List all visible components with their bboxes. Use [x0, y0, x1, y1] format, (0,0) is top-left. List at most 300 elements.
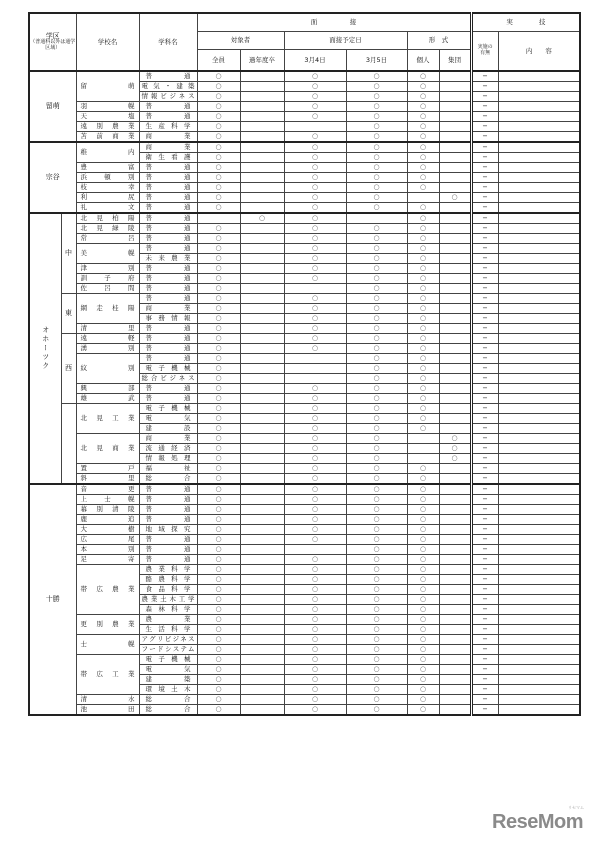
table-row	[29, 224, 580, 234]
target-past-mark	[240, 705, 284, 716]
practical-content-cell	[498, 464, 580, 474]
target-past-mark	[240, 454, 284, 464]
group-mark	[439, 244, 471, 254]
target-all-mark: ○	[197, 454, 240, 464]
school-name: 音更	[80, 485, 135, 494]
target-past-mark	[240, 112, 284, 122]
target-all-header: 全員	[197, 50, 240, 72]
individual-mark: ○	[407, 705, 439, 716]
group-mark	[439, 224, 471, 234]
group-mark	[439, 685, 471, 695]
table-row	[29, 705, 580, 716]
department-name: 総合ビジネス	[139, 374, 197, 384]
school-name: 稚内	[80, 148, 135, 157]
group-mark	[439, 615, 471, 625]
target-all-mark: ○	[197, 505, 240, 515]
individual-mark: ○	[407, 424, 439, 434]
department-name: 総合	[139, 695, 197, 705]
date2-header: 3月5日	[346, 50, 407, 72]
practical-held-mark: −	[471, 615, 498, 625]
school-name-cell	[76, 344, 139, 354]
date2-mark: ○	[346, 234, 407, 244]
group-mark	[439, 71, 471, 82]
school-name-cell	[76, 274, 139, 284]
table-row	[29, 334, 580, 344]
department-name: 普通	[139, 495, 197, 505]
school-name-cell	[76, 384, 139, 394]
individual-mark: ○	[407, 324, 439, 334]
department-name: フードシステム	[139, 645, 197, 655]
table-row	[29, 203, 580, 214]
table-row	[29, 615, 580, 625]
practical-content-cell	[498, 203, 580, 214]
practical-content-cell	[498, 595, 580, 605]
target-all-mark: ○	[197, 224, 240, 234]
target-past-mark	[240, 183, 284, 193]
school-name: 斜里	[80, 474, 135, 483]
school-name-cell	[76, 334, 139, 344]
school-name-cell	[76, 655, 139, 695]
target-all-mark: ○	[197, 82, 240, 92]
school-name-cell	[76, 474, 139, 485]
date1-mark: ○	[284, 635, 346, 645]
group-mark	[439, 705, 471, 716]
date1-mark: ○	[284, 394, 346, 404]
subdistrict-cell: 東	[61, 294, 76, 334]
subdistrict-cell: 中	[61, 213, 76, 294]
school-name-cell	[76, 464, 139, 474]
department-name: 普通	[139, 173, 197, 183]
department-name: 普通	[139, 535, 197, 545]
school-name-cell	[76, 203, 139, 214]
school-name: 本別	[80, 545, 135, 554]
department-name: 建設	[139, 424, 197, 434]
school-name: 北見工業	[80, 414, 135, 423]
school-name: 豊富	[80, 163, 135, 172]
school-name-cell	[76, 112, 139, 122]
practical-held-mark: −	[471, 384, 498, 394]
practical-held-header: 実施の有無	[471, 32, 498, 72]
group-mark: ○	[439, 434, 471, 444]
department-name: 環境土木	[139, 685, 197, 695]
target-past-mark	[240, 142, 284, 153]
table-row	[29, 284, 580, 294]
individual-mark: ○	[407, 545, 439, 555]
date2-mark: ○	[346, 153, 407, 163]
practical-content-cell	[498, 705, 580, 716]
date2-mark: ○	[346, 224, 407, 234]
target-past-mark	[240, 254, 284, 264]
date2-mark: ○	[346, 434, 407, 444]
school-name-cell	[76, 404, 139, 434]
individual-mark: ○	[407, 675, 439, 685]
school-name-cell	[76, 434, 139, 464]
target-all-mark: ○	[197, 424, 240, 434]
school-name-cell	[76, 324, 139, 334]
group-mark	[439, 112, 471, 122]
target-past-mark	[240, 324, 284, 334]
target-all-mark: ○	[197, 324, 240, 334]
department-name: 農業科学	[139, 565, 197, 575]
target-all-mark: ○	[197, 173, 240, 183]
target-past-mark	[240, 625, 284, 635]
date1-mark: ○	[284, 474, 346, 485]
department-name: 情報ビジネス	[139, 92, 197, 102]
department-name: 普通	[139, 183, 197, 193]
date2-mark: ○	[346, 555, 407, 565]
table-row	[29, 655, 580, 665]
practical-held-mark: −	[471, 505, 498, 515]
school-name: 北見商業	[80, 444, 135, 453]
group-mark	[439, 565, 471, 575]
target-all-mark: ○	[197, 685, 240, 695]
school-name-cell	[76, 224, 139, 234]
individual-mark: ○	[407, 374, 439, 384]
practical-content-cell	[498, 173, 580, 183]
date1-mark: ○	[284, 454, 346, 464]
practical-content-cell	[498, 294, 580, 304]
date1-mark: ○	[284, 655, 346, 665]
practical-held-mark: −	[471, 102, 498, 112]
target-past-header: 過年度卒	[240, 50, 284, 72]
table-row	[29, 505, 580, 515]
target-past-mark	[240, 555, 284, 565]
practical-header: 実 技	[471, 13, 580, 32]
target-all-mark: ○	[197, 635, 240, 645]
group-mark	[439, 142, 471, 153]
target-past-mark	[240, 334, 284, 344]
date1-mark: ○	[284, 525, 346, 535]
group-mark	[439, 173, 471, 183]
individual-mark: ○	[407, 173, 439, 183]
department-name: 情報処理	[139, 454, 197, 464]
date1-mark: ○	[284, 505, 346, 515]
practical-content-cell	[498, 675, 580, 685]
interview-schedule-table	[28, 12, 581, 716]
practical-content-cell	[498, 344, 580, 354]
target-all-mark: ○	[197, 645, 240, 655]
target-past-mark	[240, 635, 284, 645]
date2-mark: ○	[346, 294, 407, 304]
table-row	[29, 515, 580, 525]
date1-mark: ○	[284, 112, 346, 122]
individual-mark: ○	[407, 595, 439, 605]
practical-content-cell	[498, 324, 580, 334]
department-name: 福祉	[139, 464, 197, 474]
individual-mark: ○	[407, 535, 439, 545]
department-name: 商業	[139, 132, 197, 143]
group-mark: ○	[439, 444, 471, 454]
date2-mark: ○	[346, 264, 407, 274]
target-past-mark	[240, 193, 284, 203]
target-all-mark: ○	[197, 203, 240, 214]
individual-mark: ○	[407, 244, 439, 254]
practical-held-mark: −	[471, 213, 498, 224]
target-all-mark: ○	[197, 655, 240, 665]
practical-content-cell	[498, 685, 580, 695]
school-name: 清水	[80, 695, 135, 704]
target-past-mark	[240, 344, 284, 354]
department-name: 食品科学	[139, 585, 197, 595]
date2-mark: ○	[346, 102, 407, 112]
practical-content-cell	[498, 92, 580, 102]
target-past-mark	[240, 565, 284, 575]
target-all-mark: ○	[197, 364, 240, 374]
table-row	[29, 525, 580, 535]
district-cell: 十勝	[29, 484, 76, 715]
practical-held-mark: −	[471, 555, 498, 565]
date2-mark: ○	[346, 163, 407, 173]
practical-held-mark: −	[471, 132, 498, 143]
target-past-mark	[240, 102, 284, 112]
individual-mark: ○	[407, 665, 439, 675]
school-name-cell	[76, 234, 139, 244]
department-name: 普通	[139, 384, 197, 394]
target-past-mark	[240, 364, 284, 374]
group-mark	[439, 525, 471, 535]
date2-mark: ○	[346, 635, 407, 645]
individual-mark: ○	[407, 314, 439, 324]
target-past-mark	[240, 585, 284, 595]
department-name: 普通	[139, 484, 197, 495]
individual-mark: ○	[407, 112, 439, 122]
department-name: 電気	[139, 665, 197, 675]
group-mark	[439, 314, 471, 324]
date2-mark: ○	[346, 92, 407, 102]
practical-held-mark: −	[471, 585, 498, 595]
department-name: 総合	[139, 705, 197, 716]
department-name: アグリビジネス	[139, 635, 197, 645]
individual-mark: ○	[407, 404, 439, 414]
practical-held-mark: −	[471, 595, 498, 605]
group-mark	[439, 484, 471, 495]
individual-mark: ○	[407, 294, 439, 304]
school-name: 大樹	[80, 525, 135, 534]
individual-mark: ○	[407, 685, 439, 695]
target-all-mark: ○	[197, 102, 240, 112]
practical-content-cell	[498, 454, 580, 464]
school-name: 帯広農業	[80, 585, 135, 594]
practical-held-mark: −	[471, 414, 498, 424]
target-past-mark	[240, 374, 284, 384]
target-past-mark	[240, 655, 284, 665]
practical-content-cell	[498, 665, 580, 675]
date2-mark: ○	[346, 575, 407, 585]
practical-content-cell	[498, 193, 580, 203]
date2-mark: ○	[346, 655, 407, 665]
target-past-mark	[240, 163, 284, 173]
date2-mark: ○	[346, 525, 407, 535]
group-mark	[439, 394, 471, 404]
date1-mark: ○	[284, 324, 346, 334]
date1-mark	[284, 122, 346, 132]
practical-content-cell	[498, 112, 580, 122]
date1-mark: ○	[284, 484, 346, 495]
date2-mark: ○	[346, 615, 407, 625]
target-all-mark: ○	[197, 112, 240, 122]
department-name: 森林科学	[139, 605, 197, 615]
target-past-mark	[240, 545, 284, 555]
practical-held-mark: −	[471, 193, 498, 203]
department-name: 生産科学	[139, 122, 197, 132]
department-name: 電子機械	[139, 364, 197, 374]
school-name: 興部	[80, 384, 135, 393]
department-name: 普通	[139, 71, 197, 82]
individual-mark: ○	[407, 394, 439, 404]
school-name: 苫前商業	[80, 132, 135, 141]
date2-mark: ○	[346, 605, 407, 615]
school-name: 利尻	[80, 193, 135, 202]
school-name-cell	[76, 354, 139, 384]
date1-mark	[284, 364, 346, 374]
date2-mark: ○	[346, 685, 407, 695]
practical-content-cell	[498, 645, 580, 655]
target-all-mark: ○	[197, 545, 240, 555]
individual-mark: ○	[407, 615, 439, 625]
school-name-cell	[76, 284, 139, 294]
target-all-mark: ○	[197, 695, 240, 705]
date2-mark: ○	[346, 625, 407, 635]
school-name-cell	[76, 565, 139, 615]
target-past-mark	[240, 575, 284, 585]
watermark-logo: ReseMom	[492, 811, 583, 833]
date2-mark: ○	[346, 645, 407, 655]
practical-content-cell	[498, 424, 580, 434]
target-all-mark: ○	[197, 595, 240, 605]
individual-mark: ○	[407, 555, 439, 565]
target-all-mark: ○	[197, 274, 240, 284]
date1-mark: ○	[284, 555, 346, 565]
date1-mark	[284, 374, 346, 384]
individual-mark: ○	[407, 635, 439, 645]
department-name: 普通	[139, 264, 197, 274]
department-header: 学科名	[139, 13, 197, 71]
target-all-mark: ○	[197, 525, 240, 535]
individual-mark: ○	[407, 354, 439, 364]
practical-held-mark: −	[471, 82, 498, 92]
group-mark	[439, 635, 471, 645]
practical-content-cell	[498, 515, 580, 525]
school-name-cell	[76, 484, 139, 495]
target-all-mark: ○	[197, 132, 240, 143]
practical-content-cell	[498, 142, 580, 153]
target-all-mark: ○	[197, 153, 240, 163]
target-past-mark	[240, 665, 284, 675]
practical-held-mark: −	[471, 92, 498, 102]
target-all-mark: ○	[197, 575, 240, 585]
practical-held-mark: −	[471, 304, 498, 314]
department-name: 酪農科学	[139, 575, 197, 585]
school-name: 常呂	[80, 234, 135, 243]
target-past-mark	[240, 224, 284, 234]
school-name-cell	[76, 545, 139, 555]
date2-mark: ○	[346, 505, 407, 515]
group-mark	[439, 414, 471, 424]
group-mark	[439, 364, 471, 374]
individual-mark: ○	[407, 284, 439, 294]
target-all-mark: ○	[197, 234, 240, 244]
date1-mark: ○	[284, 665, 346, 675]
table-row	[29, 274, 580, 284]
watermark-kana: リセマム	[568, 805, 584, 810]
department-name: 普通	[139, 193, 197, 203]
practical-held-mark: −	[471, 294, 498, 304]
date1-mark	[284, 545, 346, 555]
date2-mark: ○	[346, 354, 407, 364]
department-name: 電気・建築	[139, 82, 197, 92]
individual-mark: ○	[407, 484, 439, 495]
table-row	[29, 565, 580, 575]
department-name: 普通	[139, 354, 197, 364]
target-past-mark	[240, 304, 284, 314]
practical-content-cell	[498, 484, 580, 495]
school-name-cell	[76, 294, 139, 324]
individual-mark: ○	[407, 163, 439, 173]
practical-held-mark: −	[471, 122, 498, 132]
department-name: 普通	[139, 394, 197, 404]
school-name-cell	[76, 515, 139, 525]
table-row	[29, 635, 580, 645]
target-past-mark	[240, 414, 284, 424]
individual-mark: ○	[407, 224, 439, 234]
practical-content-cell	[498, 625, 580, 635]
individual-mark: ○	[407, 102, 439, 112]
individual-mark: ○	[407, 213, 439, 224]
target-past-mark: ○	[240, 213, 284, 224]
department-name: 総合	[139, 474, 197, 485]
district-label: 学区	[45, 31, 60, 40]
target-all-mark: ○	[197, 294, 240, 304]
individual-mark: ○	[407, 142, 439, 153]
individual-mark: ○	[407, 254, 439, 264]
practical-held-mark: −	[471, 224, 498, 234]
date1-mark: ○	[284, 132, 346, 143]
table-row	[29, 464, 580, 474]
group-mark: ○	[439, 454, 471, 464]
school-name: 枝幸	[80, 183, 135, 192]
table-row	[29, 71, 580, 82]
target-all-mark: ○	[197, 414, 240, 424]
practical-held-mark: −	[471, 324, 498, 334]
group-mark	[439, 515, 471, 525]
target-all-mark: ○	[197, 484, 240, 495]
date2-mark: ○	[346, 444, 407, 454]
individual-mark: ○	[407, 655, 439, 665]
date1-mark: ○	[284, 585, 346, 595]
target-past-mark	[240, 505, 284, 515]
practical-held-mark: −	[471, 163, 498, 173]
school-name: 池田	[80, 705, 135, 714]
individual-header: 個人	[407, 50, 439, 72]
practical-held-mark: −	[471, 665, 498, 675]
date1-mark: ○	[284, 304, 346, 314]
school-name: 雄武	[80, 394, 135, 403]
district-header	[29, 13, 76, 71]
school-name: 鹿追	[80, 515, 135, 524]
target-all-mark: ○	[197, 71, 240, 82]
target-all-mark: ○	[197, 334, 240, 344]
group-mark	[439, 203, 471, 214]
individual-mark: ○	[407, 474, 439, 485]
date1-mark: ○	[284, 213, 346, 224]
date1-mark: ○	[284, 535, 346, 545]
date2-mark: ○	[346, 705, 407, 716]
school-name-cell	[76, 635, 139, 655]
practical-held-mark: −	[471, 474, 498, 485]
group-mark	[439, 183, 471, 193]
date1-mark: ○	[284, 334, 346, 344]
target-all-mark: ○	[197, 122, 240, 132]
